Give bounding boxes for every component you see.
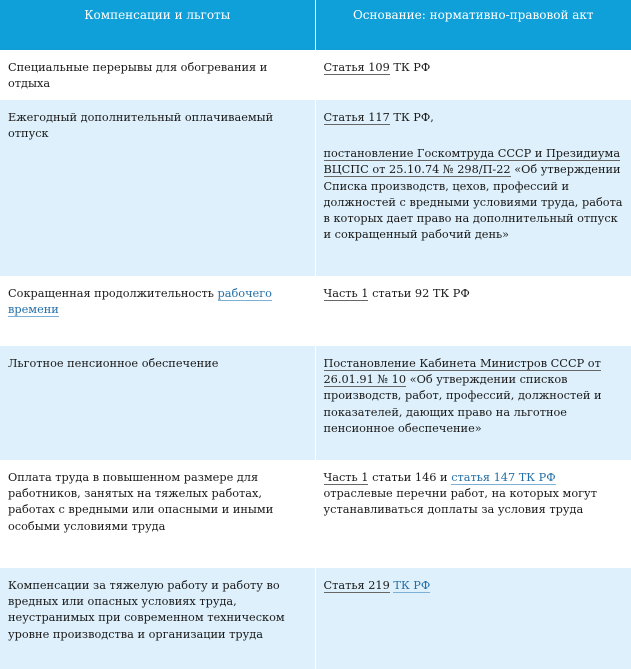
benefit-text: Сокращенная продолжительность <box>8 287 218 300</box>
basis-paragraph <box>324 146 624 243</box>
basis-link[interactable]: Часть 1 <box>323 287 369 300</box>
basis-text: «Об утверждении Списка производств, цехов, профессий и должностей с вредными условиями труда, работа в которых дает право на дополнительный отпуск и сокращенный рабочий день» <box>323 163 623 242</box>
benefit-cell: Оплата труда в повышенном размере для работников, занятых на тяжелых работах, работах с вредными или опасными и иными особыми условиями труда <box>0 460 315 568</box>
table-header-row <box>0 0 631 50</box>
basis-cell <box>315 568 631 669</box>
basis-text: «Об утверждении списков производств, работ, профессий, должностей и показателей, дающих право на льготное пенсионное обеспечение» <box>323 373 602 435</box>
basis-cell <box>315 346 631 460</box>
table-row <box>0 460 631 568</box>
benefit-cell: Льготное пенсионное обеспечение <box>0 346 315 460</box>
benefit-cell: Компенсации за тяжелую работу и работу во вредных или опасных условиях труда, неустранимых при современном техническом уровне производства и организации труда <box>0 568 315 669</box>
table-row <box>0 568 631 669</box>
basis-text: отраслевые перечни работ, на которых могут устанавливаться доплаты за условия труда <box>323 487 597 517</box>
table-row <box>0 50 631 100</box>
table-row <box>0 346 631 460</box>
article-147-link[interactable]: статья 147 ТК РФ <box>451 471 556 484</box>
resolution-link[interactable]: постановление Госкомтруда СССР и Президиума ВЦСПС от 25.10.74 № 298/П-22 <box>323 147 621 177</box>
benefit-cell <box>0 276 315 346</box>
header-legal-basis: Основание: нормативно-правовой акт <box>315 0 631 50</box>
basis-cell <box>315 100 631 276</box>
table-row <box>0 100 631 276</box>
basis-text: статьи 146 и <box>368 471 452 484</box>
basis-cell <box>315 50 631 100</box>
basis-text: ТК РФ, <box>389 111 434 124</box>
basis-paragraph <box>324 110 624 126</box>
header-benefits: Компенсации и льготы <box>0 0 315 50</box>
basis-link[interactable]: Часть 1 <box>323 471 369 484</box>
basis-cell <box>315 460 631 568</box>
basis-link[interactable]: Статья 109 <box>323 61 390 74</box>
working-time-link[interactable]: рабочего времени <box>8 287 272 317</box>
basis-cell <box>315 276 631 346</box>
basis-text: статьи 92 ТК РФ <box>368 287 470 300</box>
basis-text: ТК РФ <box>389 61 431 74</box>
resolution-link[interactable]: Постановление Кабинета Министров СССР от 26.01.91 № 10 <box>323 357 601 387</box>
labor-code-link[interactable]: ТК РФ <box>393 579 431 592</box>
benefit-cell: Ежегодный дополнительный оплачиваемый отпуск <box>0 100 315 276</box>
table-row <box>0 276 631 346</box>
benefit-cell: Специальные перерывы для обогревания и отдыха <box>0 50 315 100</box>
basis-link[interactable]: Статья 117 <box>323 111 390 124</box>
basis-link[interactable]: Статья 219 <box>323 579 390 592</box>
